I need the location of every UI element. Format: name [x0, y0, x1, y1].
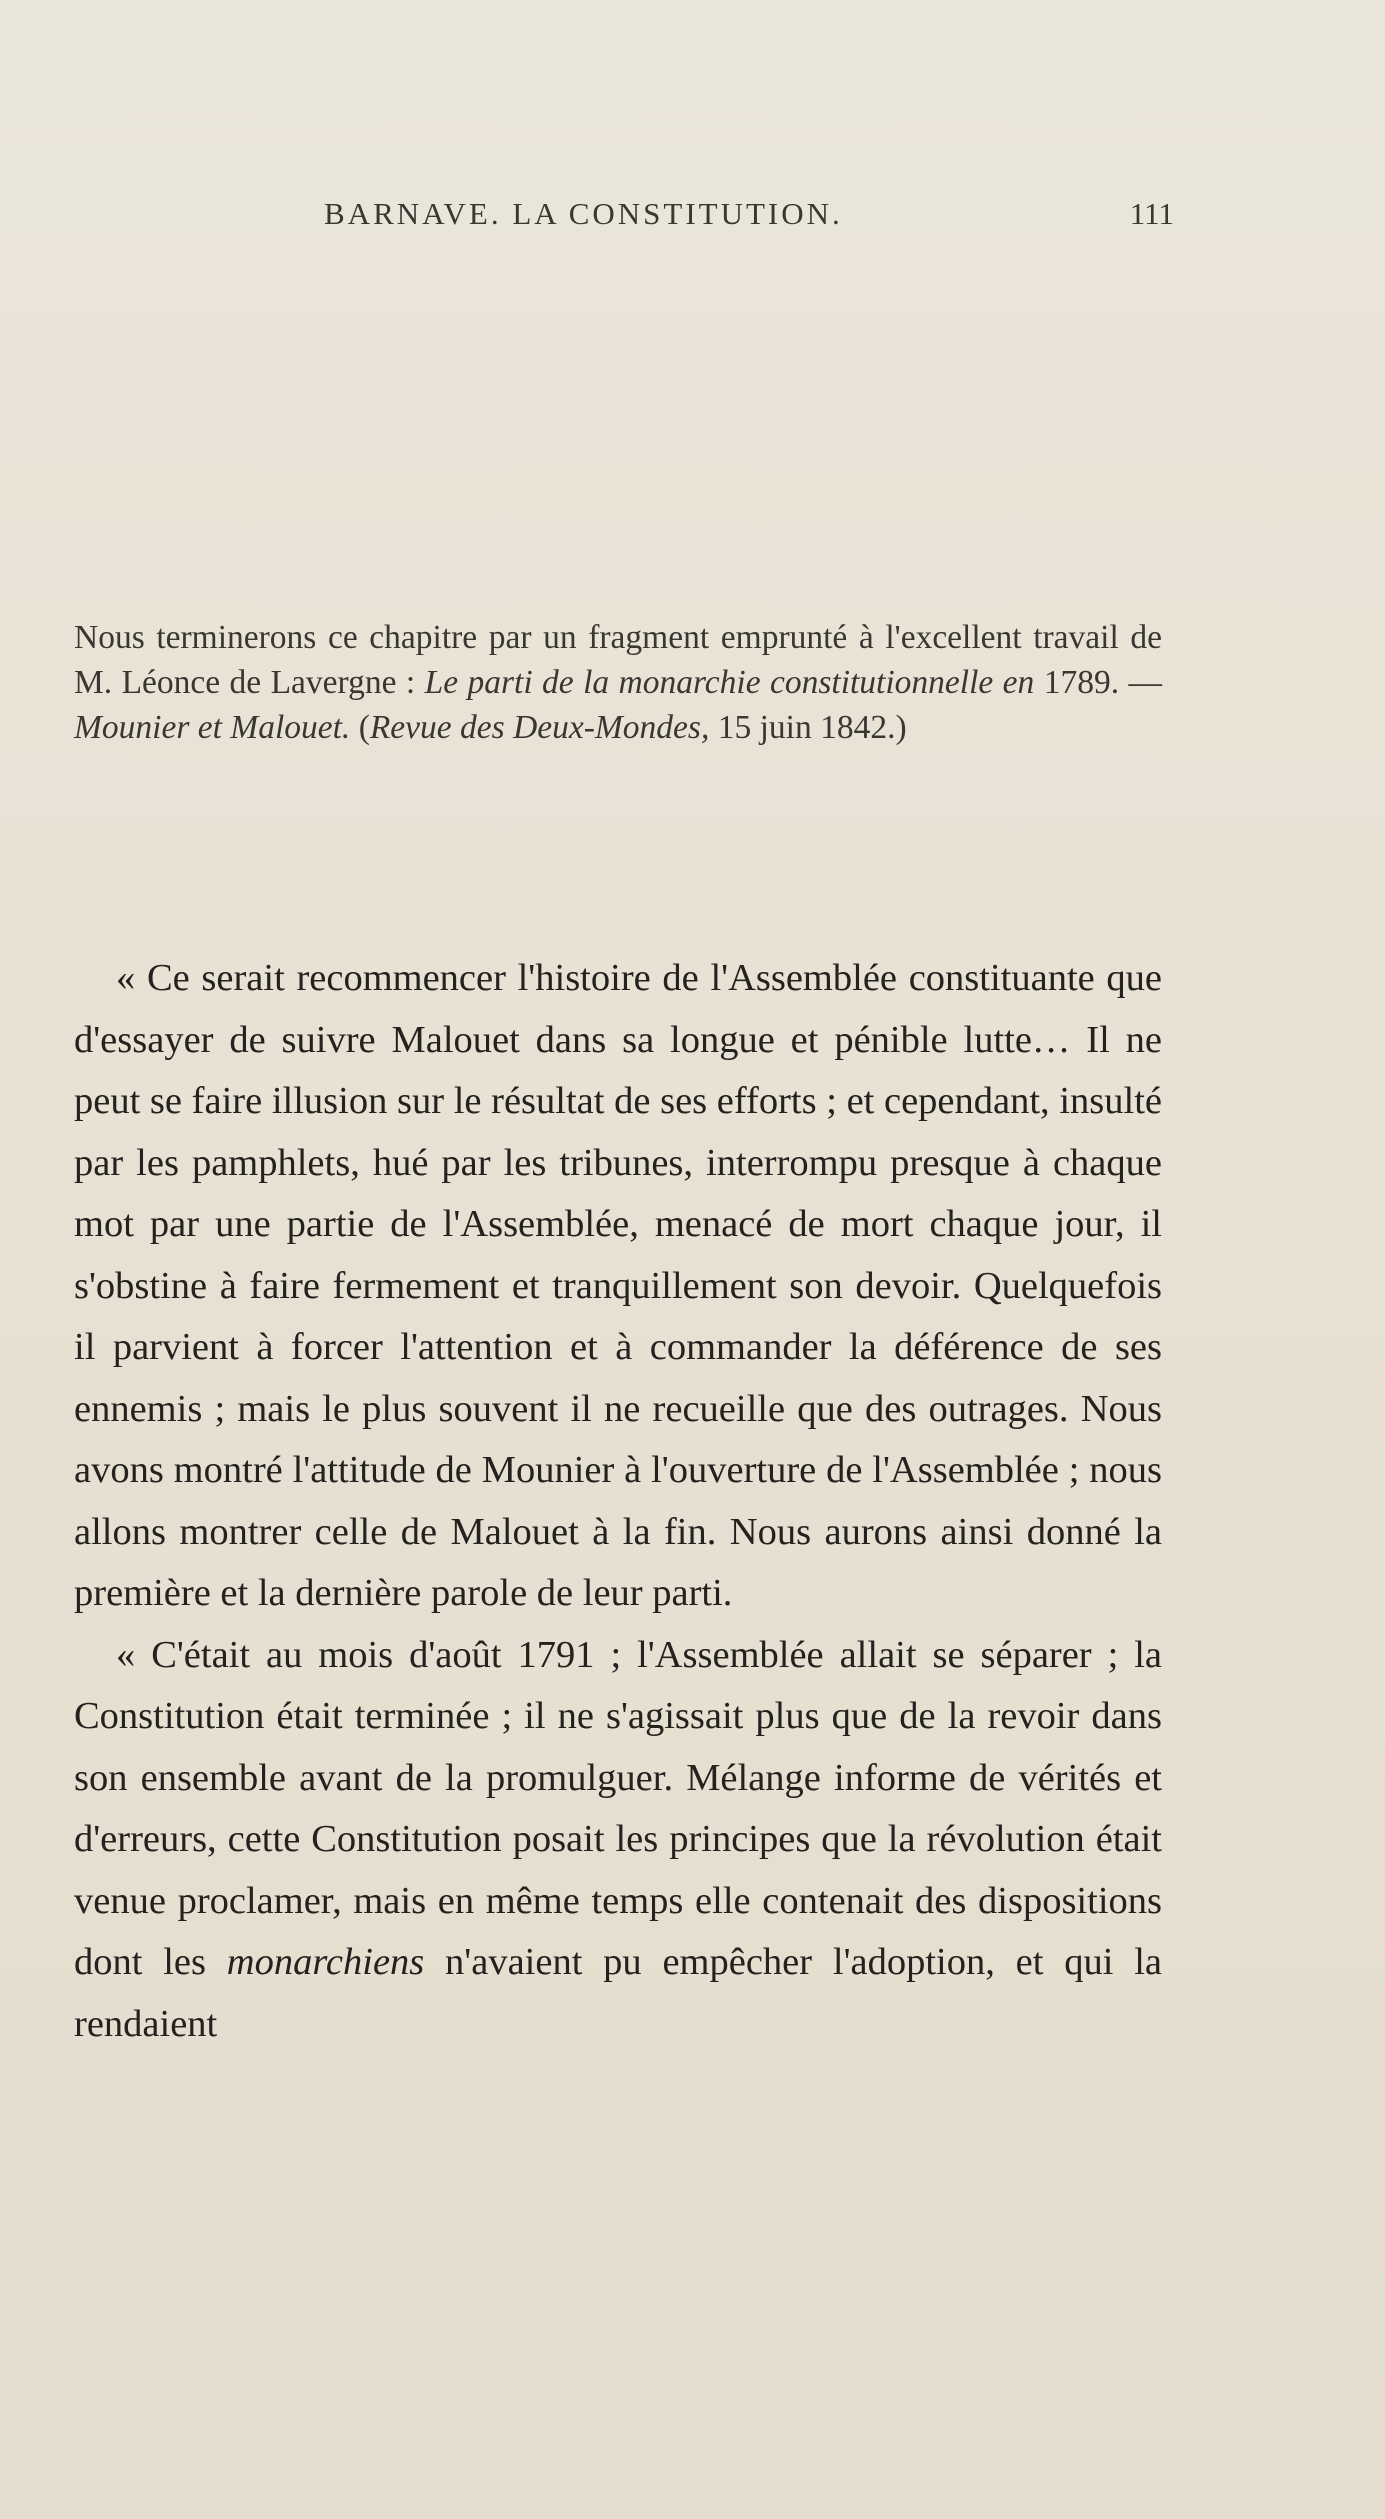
- intro-subtitle: Mounier et Malouet.: [74, 709, 351, 746]
- intro-journal: Revue des Deux-Mondes,: [369, 709, 710, 746]
- intro-note: [74, 615, 1162, 750]
- intro-text: Nous terminerons ce chapitre par un fragment emprunté à l'excellent travail de M. Léonce de Lavergne :: [74, 619, 1162, 701]
- intro-paren: (: [350, 709, 370, 746]
- paragraph-2-end: n'avaient pu empêcher l'adoption, et qui la rendaient: [74, 1941, 1162, 2045]
- intro-date: 15 juin 1842.): [709, 709, 907, 746]
- page-number: 111: [1129, 196, 1174, 231]
- paragraph-1: [74, 948, 1162, 1625]
- intro-book-title: Le parti de la monarchie constitutionnelle en: [424, 664, 1035, 701]
- paragraph-2: [74, 1625, 1162, 2056]
- paragraph-1-text: « Ce serait recommencer l'histoire de l'Assemblée constituante que d'essayer de suivre Malouet dans sa longue et pénible lutte… Il ne peut se faire illusion sur le résultat de ses efforts ; et cependant, insulté par les pamphlets, hué par les tribunes, interrompu presque à chaque mot par une partie de l'Assemblée, menacé de mort chaque jour, il s'obstine à faire fermement et tranquillement son devoir. Quelquefois il parvient à forcer l'attention et à commander la déférence de ses ennemis ; mais le plus souvent il ne recueille que des outrages. Nous avons montré l'attitude de Mounier à l'ouverture de l'Assemblée ; nous allons montrer celle de Malouet à la fin. Nous aurons ainsi donné la première et la dernière parole de leur parti.: [74, 957, 1162, 1614]
- paragraph-2-text: « C'était au mois d'août 1791 ; l'Assemblée allait se séparer ; la Constitution était terminée ; il ne s'agissait plus que de la revoir dans son ensemble avant de la promulguer. Mélange informe de vérités et d'erreurs, cette Constitution posait les principes que la révolution était venue proclamer, mais en même temps elle contenait des dispositions dont les: [74, 1633, 1162, 1983]
- intro-year: 1789. —: [1034, 664, 1163, 701]
- body-text: [74, 948, 1162, 2055]
- running-title: BARNAVE. LA CONSTITUTION.: [324, 196, 843, 231]
- running-head: [74, 196, 1174, 240]
- paragraph-2-italic: monarchiens: [226, 1941, 425, 1983]
